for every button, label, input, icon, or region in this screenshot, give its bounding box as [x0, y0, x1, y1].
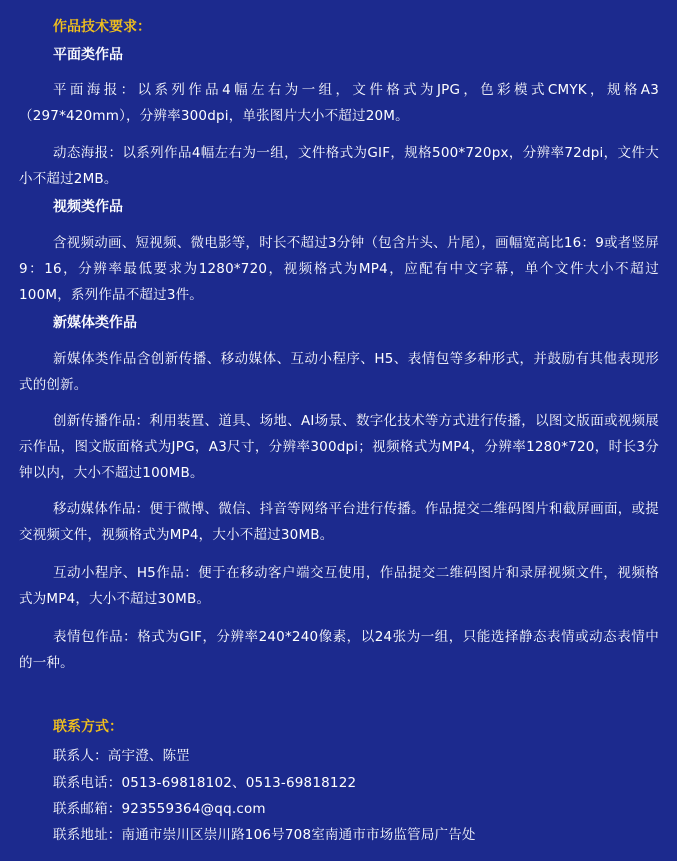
new-media-works-title: 新媒体类作品	[53, 315, 137, 331]
video-works-title: 视频类作品	[53, 199, 123, 215]
mobile-media-paragraph: 移动媒体作品：便于微博、微信、抖音等网络平台进行传播。作品提交二维码图片和截屏画面，或提交视频文件，视频格式为MP4，大小不超过30MB。	[19, 501, 659, 543]
animated-poster-paragraph: 动态海报：以系列作品4幅左右为一组，文件格式为GIF，规格500*720px，分辨率72dpi，文件大小不超过2MB。	[19, 145, 659, 187]
print-poster-paragraph: 平面海报：以系列作品4幅左右为一组，文件格式为JPG，色彩模式CMYK，规格A3（297*420mm），分辨率300dpi，单张图片大小不超过20M。	[19, 82, 659, 124]
contact-person: 联系人：高宇澄、陈罡	[53, 748, 190, 764]
contact-address: 联系地址：南通市崇川区崇川路106号708室南通市市场监管局广告处	[53, 827, 476, 843]
innovation-paragraph: 创新传播作品：利用装置、道具、场地、AI场景、数字化技术等方式进行传播，以图文版面或视频展示作品，图文版面格式为JPG，A3尺寸，分辨率300dpi；视频格式为MP4，分辨率1280*720，时长3分钟以内，大小不超过100MB。	[19, 413, 659, 481]
video-works-paragraph: 含视频动画、短视频、微电影等，时长不超过3分钟（包含片头、片尾），画幅宽高比16：9或者竖屏9：16，分辨率最低要求为1280*720，视频格式为MP4，应配有中文字幕，单个文件大小不超过100M，系列作品不超过3件。	[19, 235, 659, 303]
emoji-paragraph: 表情包作品：格式为GIF，分辨率240*240像素，以24张为一组，只能选择静态表情或动态表情中的一种。	[19, 629, 659, 671]
new-media-intro-paragraph: 新媒体类作品含创新传播、移动媒体、互动小程序、H5、表情包等多种形式，并鼓励有其他表现形式的创新。	[19, 351, 659, 393]
contact-email: 联系邮箱：923559364@qq.com	[53, 801, 266, 817]
contact-heading: 联系方式：	[53, 719, 123, 735]
contact-phone: 联系电话：0513-69818102、0513-69818122	[53, 775, 357, 791]
mini-program-paragraph: 互动小程序、H5作品：便于在移动客户端交互使用，作品提交二维码图片和录屏视频文件，视频格式为MP4，大小不超过30MB。	[19, 565, 659, 607]
print-works-title: 平面类作品	[53, 47, 123, 63]
requirements-heading: 作品技术要求：	[53, 19, 151, 35]
